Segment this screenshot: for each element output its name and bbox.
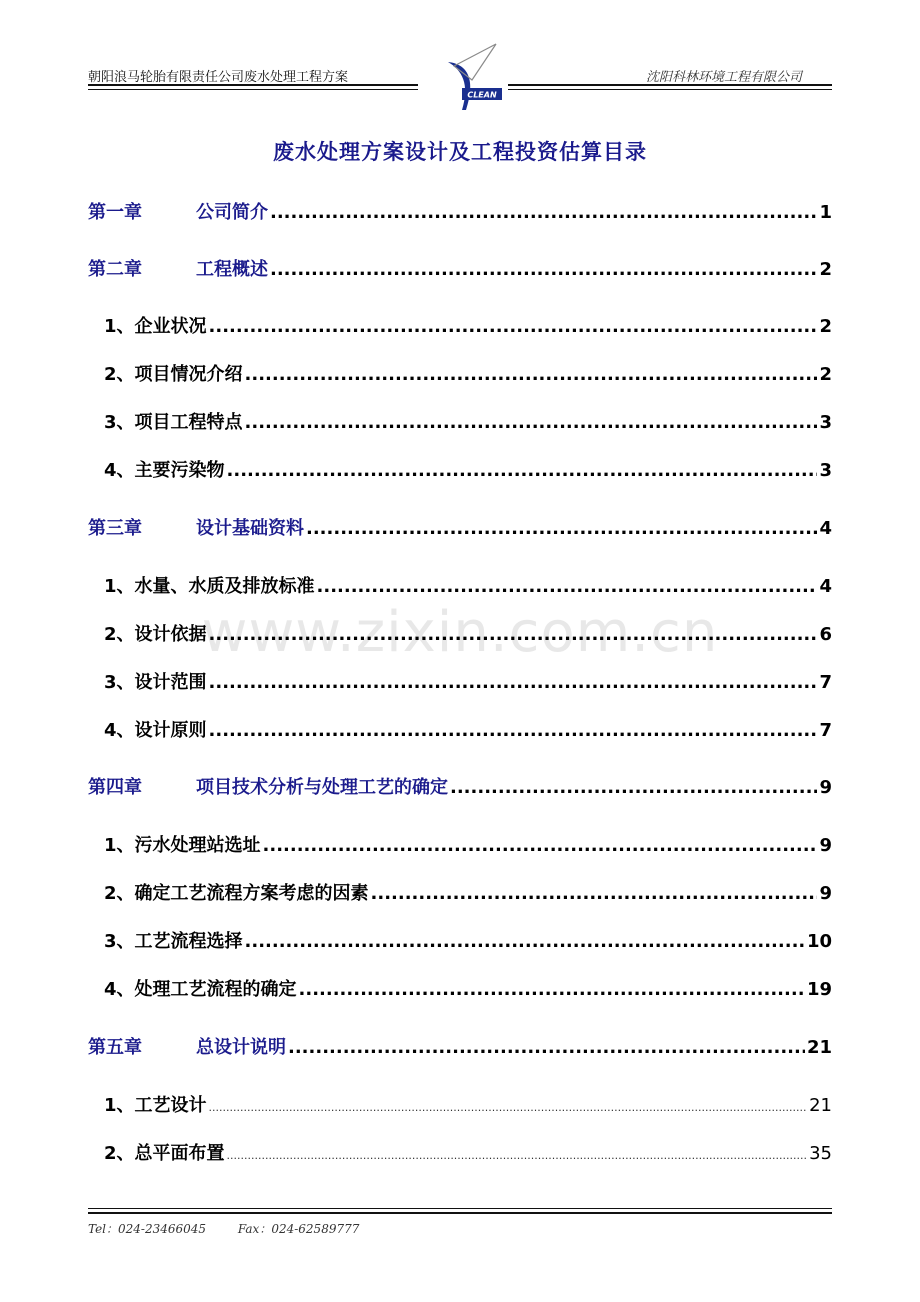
toc-section-entry[interactable] xyxy=(88,1091,832,1117)
toc-section-entry[interactable] xyxy=(88,408,832,434)
footer-tel: Tel：024-23466045 xyxy=(88,1222,207,1236)
header-company-project: 朝阳浪马轮胎有限责任公司废水处理工程方案 xyxy=(88,70,349,85)
toc-page-number: 10 xyxy=(806,931,832,952)
toc-entry-label: 2、项目情况介绍 xyxy=(104,364,243,385)
header-design-company: 沈阳科林环境工程有限公司 xyxy=(645,70,802,85)
toc-entry-label: 2、总平面布置 xyxy=(104,1143,225,1164)
toc-entry-label: 设计基础资料 xyxy=(196,518,304,539)
toc-page-number: 3 xyxy=(819,412,832,433)
toc-page-number: 7 xyxy=(819,672,832,693)
toc-entry-label: 1、水量、水质及排放标准 xyxy=(104,576,315,597)
toc-chapter-entry[interactable] xyxy=(88,198,832,224)
toc-section-entry[interactable] xyxy=(88,572,832,598)
toc-page-number: 9 xyxy=(819,835,832,856)
watermark: www.zixin.com.cn xyxy=(201,600,719,665)
toc-leader-dots xyxy=(270,202,817,223)
toc-chapter-number: 第五章 xyxy=(88,1037,142,1058)
toc-entry-label: 1、企业状况 xyxy=(104,316,207,337)
footer-rule-thin xyxy=(88,1208,832,1209)
toc-page-number: 4 xyxy=(819,518,832,539)
toc-entry-label: 2、设计依据 xyxy=(104,624,207,645)
toc-chapter-number: 第三章 xyxy=(88,518,142,539)
toc-leader-dots xyxy=(245,412,818,433)
toc-entry-label: 项目技术分析与处理工艺的确定 xyxy=(196,777,448,798)
toc-section-entry[interactable] xyxy=(88,1139,832,1165)
toc-page-number: 4 xyxy=(819,576,832,597)
toc-section-entry[interactable] xyxy=(88,312,832,338)
toc-page-number: 35 xyxy=(809,1143,832,1164)
toc-entry-label: 4、设计原则 xyxy=(104,720,207,741)
toc-leader-dots xyxy=(227,1149,808,1162)
toc-entry-label: 3、设计范围 xyxy=(104,672,207,693)
toc-leader-dots xyxy=(209,672,818,693)
toc-section-entry[interactable] xyxy=(88,668,832,694)
toc-entry-label: 公司简介 xyxy=(196,202,268,223)
toc-page-number: 7 xyxy=(819,720,832,741)
page-header xyxy=(88,60,832,120)
logo-text: CLEAN xyxy=(467,90,497,100)
toc-chapter-entry[interactable] xyxy=(88,255,832,281)
toc-page-number: 19 xyxy=(806,979,832,1000)
footer-fax: Fax：024-62589777 xyxy=(237,1222,360,1236)
toc-page-number: 21 xyxy=(806,1037,832,1058)
logo-swoosh xyxy=(448,62,470,110)
toc-entry-label: 1、工艺设计 xyxy=(104,1095,207,1116)
toc-page-number: 6 xyxy=(819,624,832,645)
document-title: 废水处理方案设计及工程投资估算目录 xyxy=(273,140,647,164)
toc-section-entry[interactable] xyxy=(88,831,832,857)
toc-section-entry[interactable] xyxy=(88,927,832,953)
toc-entry-label: 1、污水处理站选址 xyxy=(104,835,261,856)
footer-contact xyxy=(88,1220,832,1237)
toc-entry-label: 3、工艺流程选择 xyxy=(104,931,243,952)
toc-leader-dots xyxy=(209,316,818,337)
toc-section-entry[interactable] xyxy=(88,360,832,386)
toc-page-number: 2 xyxy=(819,316,832,337)
toc-entry-label: 4、处理工艺流程的确定 xyxy=(104,979,297,1000)
toc-leader-dots xyxy=(270,259,817,280)
toc-page-number: 1 xyxy=(819,202,832,223)
toc-chapter-entry[interactable] xyxy=(88,773,832,799)
toc-entry-label: 总设计说明 xyxy=(196,1037,286,1058)
toc-chapter-number: 第二章 xyxy=(88,259,142,280)
toc-leader-dots xyxy=(371,883,818,904)
toc-leader-dots xyxy=(245,364,818,385)
toc-chapter-number: 第四章 xyxy=(88,777,142,798)
toc-page-number: 9 xyxy=(819,883,832,904)
toc-leader-dots xyxy=(263,835,818,856)
toc-leader-dots xyxy=(317,576,818,597)
toc-chapter-entry[interactable] xyxy=(88,514,832,540)
toc-leader-dots xyxy=(245,931,805,952)
toc-chapter-number: 第一章 xyxy=(88,202,142,223)
toc-page-number: 9 xyxy=(819,777,832,798)
toc-leader-dots xyxy=(450,777,817,798)
toc-entry-label: 3、项目工程特点 xyxy=(104,412,243,433)
toc-section-entry[interactable] xyxy=(88,975,832,1001)
toc-leader-dots xyxy=(227,460,818,481)
toc-section-entry[interactable] xyxy=(88,620,832,646)
toc-entry-label: 工程概述 xyxy=(196,259,268,280)
toc-page-number: 21 xyxy=(809,1095,832,1116)
toc-leader-dots xyxy=(209,624,818,645)
toc-leader-dots xyxy=(288,1037,805,1058)
footer-rule-thick xyxy=(88,1212,832,1214)
toc-page-number: 2 xyxy=(819,259,832,280)
toc-section-entry[interactable] xyxy=(88,716,832,742)
toc-page-number: 2 xyxy=(819,364,832,385)
toc-leader-dots xyxy=(209,720,818,741)
toc-section-entry[interactable] xyxy=(88,456,832,482)
toc-chapter-entry[interactable] xyxy=(88,1033,832,1059)
clean-logo xyxy=(418,40,508,114)
toc-leader-dots xyxy=(299,979,805,1000)
toc-leader-dots xyxy=(209,1101,808,1114)
page-footer xyxy=(88,1208,832,1237)
toc-page-number: 3 xyxy=(819,460,832,481)
toc-leader-dots xyxy=(306,518,817,539)
toc-section-entry[interactable] xyxy=(88,879,832,905)
toc-entry-label: 4、主要污染物 xyxy=(104,460,225,481)
toc-entry-label: 2、确定工艺流程方案考虑的因素 xyxy=(104,883,369,904)
logo-wing xyxy=(454,44,496,80)
